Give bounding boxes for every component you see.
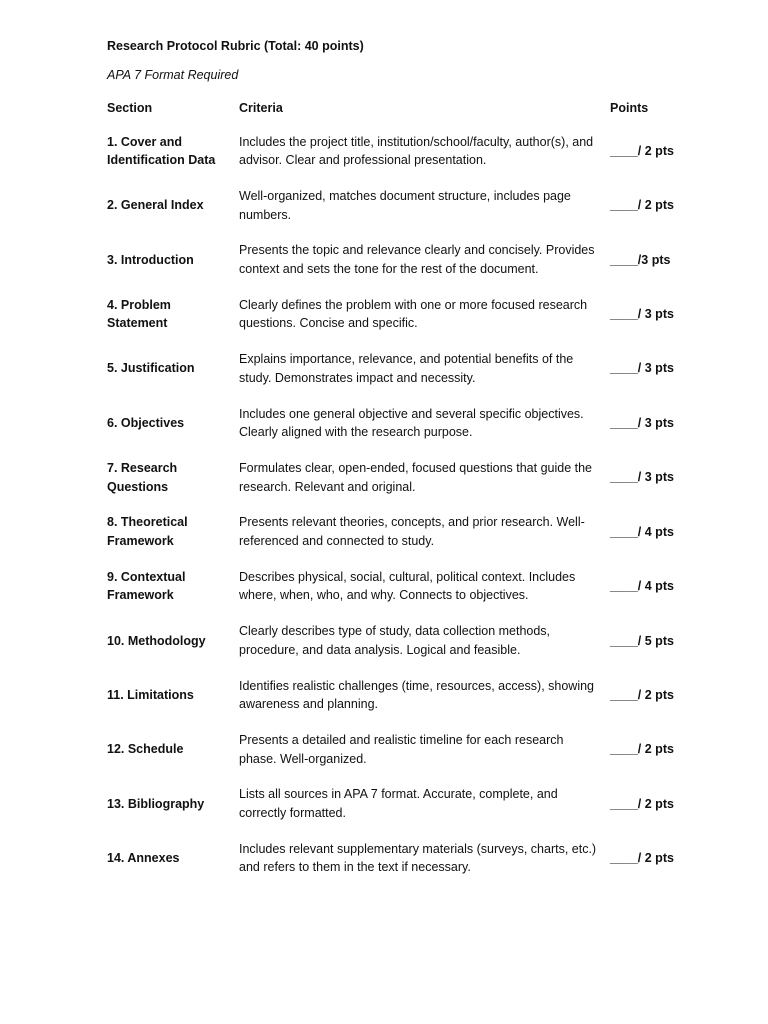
header-row [104,94,684,124]
section-cell: 12. Schedule [107,742,184,757]
criteria-cell: Clearly defines the problem with one or more focused research questions. Concise and specific. [239,297,588,331]
criteria-cell: Includes the project title, institution/school/faculty, author(s), and advisor. Clear and professional presentation. [239,134,594,168]
table-row [104,831,684,885]
criteria-cell: Well-organized, matches document structure, includes page numbers. [239,188,571,222]
section-cell: 10. Methodology [107,633,206,648]
criteria-cell: Includes relevant supplementary materials (surveys, charts, etc.) and refers to them in the text if necessary. [239,841,597,875]
points-cell: ____/ 4 pts [610,579,674,594]
rubric-table-body [104,124,684,886]
document-subtitle: APA 7 Format Required [107,68,239,82]
table-row [104,287,684,341]
section-cell: 14. Annexes [107,851,180,866]
points-cell: ____/ 3 pts [610,415,674,430]
criteria-cell: Clearly describes type of study, data collection methods, procedure, and data analysis. Logical and feasible. [239,624,551,657]
table-row [104,777,684,831]
criteria-cell: Describes physical, social, cultural, political context. Includes where, when, who, and why. Connects to objectives. [239,569,576,603]
section-cell: 8. Theoretical Framework [107,515,188,549]
section-cell: 13. Bibliography [107,796,205,811]
section-cell: 9. Contextual Framework [107,569,186,603]
points-cell: ____/ 3 pts [610,307,674,322]
document-title: Research Protocol Rubric (Total: 40 points) [107,39,364,53]
criteria-cell: Presents a detailed and realistic timeline for each research phase. Well-organized. [239,732,564,766]
section-cell: 2. General Index [107,198,204,213]
table-row [104,342,684,396]
table-row [104,668,684,722]
criteria-cell: Presents relevant theories, concepts, and prior research. Well-referenced and connected to study. [239,515,585,549]
points-cell: ____/ 5 pts [610,633,674,648]
points-cell: ____/ 4 pts [610,524,674,539]
rubric-table [104,94,684,886]
section-cell: 6. Objectives [107,415,185,430]
criteria-cell: Identifies realistic challenges (time, resources, access), showing awareness and planning. [239,678,595,712]
criteria-cell: Lists all sources in APA 7 format. Accurate, complete, and correctly formatted. [239,787,558,821]
table-row [104,559,684,613]
table-row [104,450,684,504]
column-header-criteria: Criteria [239,101,283,115]
points-cell: ____/ 2 pts [610,198,674,213]
criteria-cell: Presents the topic and relevance clearly and concisely. Provides context and sets the tone for the rest of the document. [239,243,595,277]
table-row [104,233,684,287]
column-header-section: Section [107,101,153,115]
points-cell: ____/ 2 pts [610,796,674,811]
points-cell: ____/ 2 pts [610,143,674,158]
section-cell: 3. Introduction [107,252,194,267]
rubric-table-header [104,94,684,124]
section-cell: 11. Limitations [107,687,194,702]
section-cell: 7. Research Questions [107,460,178,494]
table-row [104,178,684,232]
criteria-cell: Explains importance, relevance, and potential benefits of the study. Demonstrates impact and necessity. [239,352,574,385]
table-row [104,396,684,450]
points-cell: ____/ 3 pts [610,470,674,485]
points-cell: ____/3 pts [610,252,671,267]
criteria-cell: Includes one general objective and several specific objectives. Clearly aligned with the research purpose. [239,406,584,440]
points-cell: ____/ 3 pts [610,361,674,376]
criteria-cell: Formulates clear, open-ended, focused questions that guide the research. Relevant and original. [239,460,593,494]
table-row [104,124,684,178]
points-cell: ____/ 2 pts [610,687,674,702]
points-cell: ____/ 2 pts [610,742,674,757]
column-header-points: Points [610,101,649,115]
table-row [104,505,684,559]
section-cell: 5. Justification [107,361,195,376]
points-cell: ____/ 2 pts [610,851,674,866]
section-cell: 4. Problem Statement [107,297,171,331]
table-row [104,614,684,668]
section-cell: 1. Cover and Identification Data [107,134,216,168]
table-row [104,722,684,776]
